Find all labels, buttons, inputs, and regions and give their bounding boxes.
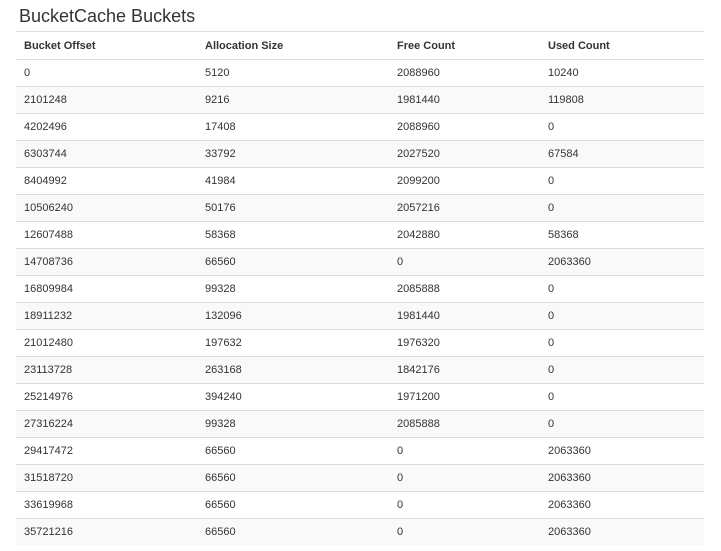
cell-used-count: 67584: [540, 141, 704, 168]
cell-allocation-size: 66560: [197, 519, 389, 546]
cell-bucket-offset: 25214976: [16, 384, 197, 411]
table-row: [16, 276, 704, 303]
table-row: [16, 465, 704, 492]
cell-allocation-size: 66560: [197, 465, 389, 492]
cell-used-count: 58368: [540, 222, 704, 249]
table-row: [16, 195, 704, 222]
cell-free-count: 2057216: [389, 195, 540, 222]
cell-bucket-offset: 33619968: [16, 492, 197, 519]
cell-allocation-size: 9216: [197, 87, 389, 114]
cell-free-count: 2042880: [389, 222, 540, 249]
cell-allocation-size: 263168: [197, 357, 389, 384]
cell-bucket-offset: 29417472: [16, 438, 197, 465]
cell-bucket-offset: 35721216: [16, 519, 197, 546]
cell-free-count: 1981440: [389, 87, 540, 114]
table-row: [16, 87, 704, 114]
cell-bucket-offset: 18911232: [16, 303, 197, 330]
table-row: [16, 330, 704, 357]
cell-allocation-size: 394240: [197, 384, 389, 411]
cell-used-count: 10240: [540, 60, 704, 87]
cell-free-count: 1971200: [389, 384, 540, 411]
cell-bucket-offset: 8404992: [16, 168, 197, 195]
cell-used-count: 0: [540, 195, 704, 222]
table-header: [16, 32, 704, 60]
cell-allocation-size: 5120: [197, 60, 389, 87]
cell-used-count: 0: [540, 357, 704, 384]
cell-bucket-offset: 4202496: [16, 114, 197, 141]
cell-used-count: 2063360: [540, 438, 704, 465]
cell-free-count: 0: [389, 249, 540, 276]
cell-bucket-offset: 2101248: [16, 87, 197, 114]
cell-used-count: 0: [540, 303, 704, 330]
cell-allocation-size: 197632: [197, 330, 389, 357]
header-allocation-size: Allocation Size: [197, 32, 389, 60]
cell-bucket-offset: 23113728: [16, 357, 197, 384]
cell-free-count: 2099200: [389, 168, 540, 195]
cell-used-count: 119808: [540, 87, 704, 114]
cell-free-count: 2027520: [389, 141, 540, 168]
cell-bucket-offset: 31518720: [16, 465, 197, 492]
cell-free-count: 0: [389, 492, 540, 519]
cell-bucket-offset: 6303744: [16, 141, 197, 168]
cell-allocation-size: 99328: [197, 276, 389, 303]
cell-used-count: 2063360: [540, 519, 704, 546]
page-title: BucketCache Buckets: [19, 6, 196, 26]
cell-bucket-offset: 27316224: [16, 411, 197, 438]
cell-used-count: 2063360: [540, 465, 704, 492]
cell-used-count: 2063360: [540, 249, 704, 276]
table-row: [16, 411, 704, 438]
table-row: [16, 168, 704, 195]
cell-bucket-offset: 0: [16, 60, 197, 87]
cell-free-count: 0: [389, 438, 540, 465]
cell-bucket-offset: 16809984: [16, 276, 197, 303]
table-row: [16, 249, 704, 276]
header-free-count: Free Count: [389, 32, 540, 60]
cell-free-count: 2085888: [389, 276, 540, 303]
cell-free-count: 0: [389, 465, 540, 492]
table-body: [16, 60, 704, 546]
table-row: [16, 141, 704, 168]
table-row: [16, 303, 704, 330]
cell-free-count: 0: [389, 519, 540, 546]
cell-bucket-offset: 12607488: [16, 222, 197, 249]
table-row: [16, 222, 704, 249]
cell-allocation-size: 41984: [197, 168, 389, 195]
cell-allocation-size: 66560: [197, 492, 389, 519]
cell-allocation-size: 17408: [197, 114, 389, 141]
cell-allocation-size: 58368: [197, 222, 389, 249]
cell-free-count: 2088960: [389, 114, 540, 141]
cell-used-count: 0: [540, 168, 704, 195]
cell-free-count: 2085888: [389, 411, 540, 438]
cell-allocation-size: 33792: [197, 141, 389, 168]
cell-free-count: 1842176: [389, 357, 540, 384]
table-row: [16, 60, 704, 87]
cell-used-count: 0: [540, 330, 704, 357]
cell-allocation-size: 66560: [197, 438, 389, 465]
cell-allocation-size: 99328: [197, 411, 389, 438]
cell-free-count: 1981440: [389, 303, 540, 330]
cell-bucket-offset: 14708736: [16, 249, 197, 276]
table-row: [16, 384, 704, 411]
cell-bucket-offset: 10506240: [16, 195, 197, 222]
cell-allocation-size: 132096: [197, 303, 389, 330]
cell-used-count: 0: [540, 276, 704, 303]
table-row: [16, 492, 704, 519]
header-used-count: Used Count: [540, 32, 704, 60]
cell-free-count: 2088960: [389, 60, 540, 87]
cell-used-count: 0: [540, 114, 704, 141]
cell-bucket-offset: 21012480: [16, 330, 197, 357]
header-row: [16, 32, 704, 60]
cell-free-count: 1976320: [389, 330, 540, 357]
buckets-table: [16, 31, 704, 545]
cell-allocation-size: 50176: [197, 195, 389, 222]
cell-used-count: 2063360: [540, 492, 704, 519]
table-row: [16, 114, 704, 141]
table-row: [16, 519, 704, 546]
cell-used-count: 0: [540, 411, 704, 438]
header-bucket-offset: Bucket Offset: [16, 32, 197, 60]
cell-used-count: 0: [540, 384, 704, 411]
cell-allocation-size: 66560: [197, 249, 389, 276]
table-row: [16, 357, 704, 384]
table-row: [16, 438, 704, 465]
